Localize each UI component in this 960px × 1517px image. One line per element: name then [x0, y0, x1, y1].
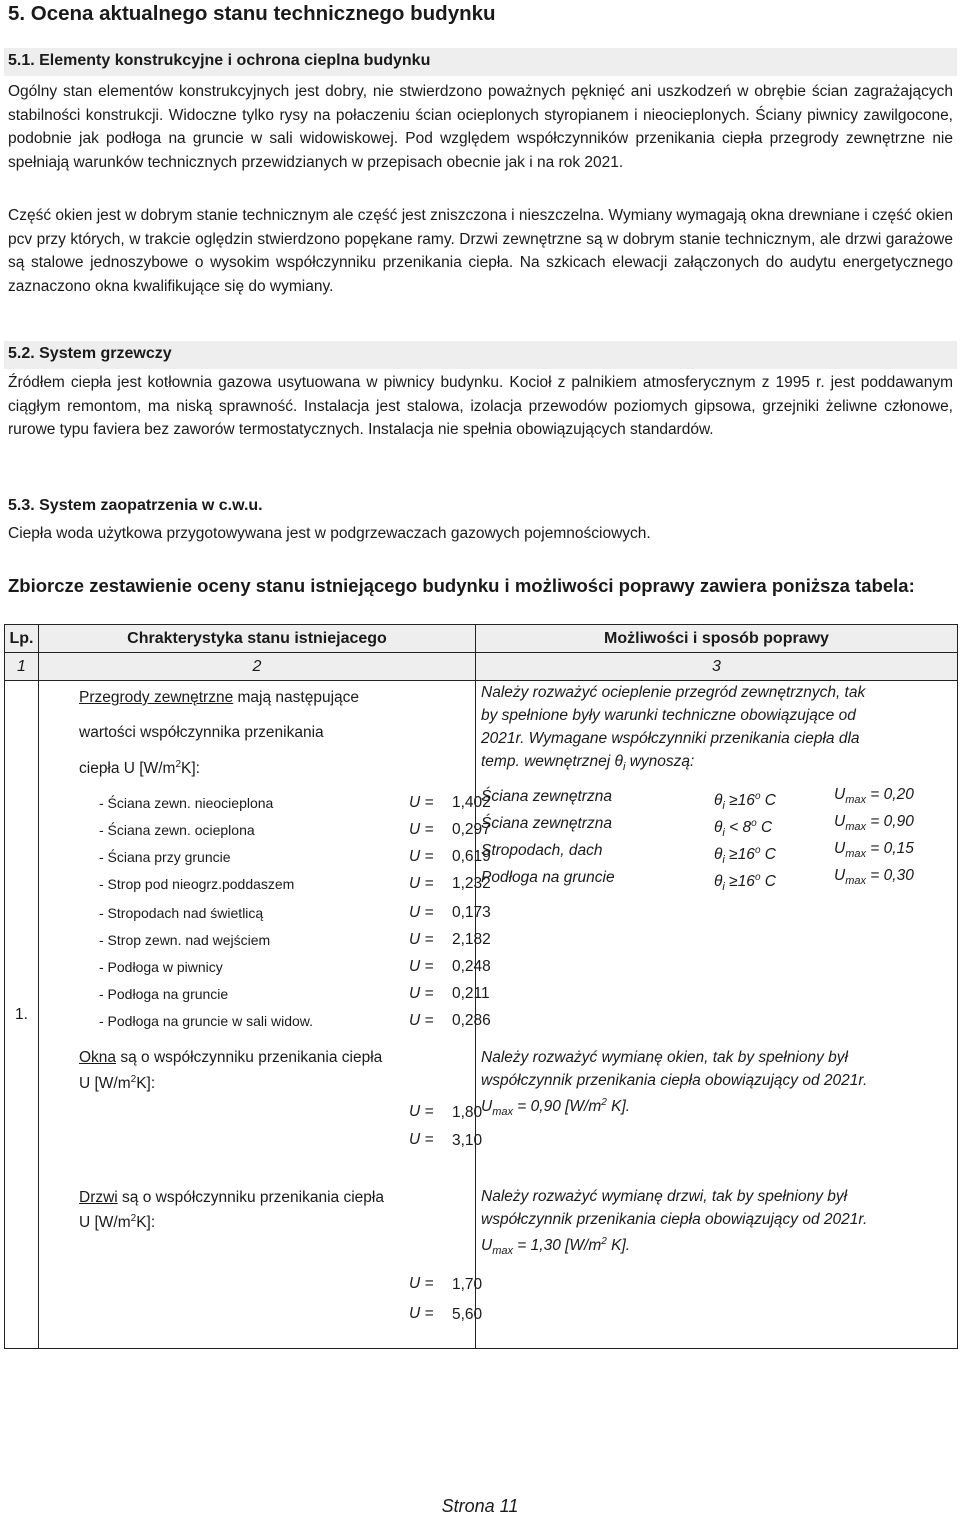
table-row: [5, 1182, 958, 1349]
doors-unit: U $[W/m^2K]$:: [79, 1213, 156, 1231]
window-value: 3,10: [452, 1132, 483, 1149]
paragraph-windows-doors: Część okien jest w dobrym stanie technicznym ale część jest zniszczona i nieszczelna. Wymiany wymagają okna drewniane i część okien pcv przy których, w trakcie oględzin stwierdzono popękane ramy. Drzwi zewnętrzne są w dobrym stanie technicznym, ale drzwi garażowe są stalowe jednoszybowe o wysokim współczynniku przenikania ciepła. Na szkicach elewacji załączonych do audytu energetycznego zaznaczono okna kwalifikujące się do wymiany.: [8, 207, 953, 295]
walls-title: Przegrody zewnętrzne mają następujące: [79, 689, 360, 706]
row-number-cell: [5, 681, 39, 1349]
wall-item-value: 0,248: [452, 958, 491, 975]
paragraph-hot-water: Ciepła woda użytkowa przygotowywana jest w podgrzewaczach gazowych pojemnościowych.: [8, 525, 651, 542]
windows-cell: [39, 1041, 483, 1182]
req-umax: $U_{max} = 0,15$: [834, 840, 914, 860]
walls-unit: ciepła U $[W/m^2K]$:: [79, 759, 200, 777]
wall-item-value: 1,402: [452, 794, 491, 811]
window-u: U =: [409, 1103, 434, 1120]
wall-item-label: - Strop zewn. nad wejściem: [99, 932, 271, 948]
wall-item-value: 1,232: [452, 875, 491, 892]
heading-5-2: 5.2. System grzewczy: [8, 345, 172, 362]
walls-improvement-cell: [476, 681, 958, 1042]
wall-item-value: 0,286: [452, 1012, 491, 1029]
summary-heading: Zbiorcze zestawienie oceny stanu istniejącego budynku i możliwości poprawy zawiera poniższa tabela:: [8, 575, 915, 596]
section-title: 5. Ocena aktualnego stanu technicznego budynku: [8, 2, 496, 25]
wall-item-u: U =: [409, 848, 434, 865]
col-number: 1: [5, 653, 39, 681]
wall-item-label: - Ściana zewn. ocieplona: [99, 822, 255, 838]
wall-item-value: 0,297: [452, 821, 491, 838]
wall-item-u: U =: [409, 875, 434, 892]
evaluation-table: [4, 624, 958, 1349]
wall-item-u: U =: [409, 794, 434, 811]
req-condition: $\theta_i \ge 16^o$ C: [714, 845, 776, 866]
col-number: 2: [39, 653, 476, 681]
windows-improve-line: współczynnik przenikania ciepła obowiązujący od 2021r.: [481, 1072, 868, 1089]
heading-5-3: 5.3. System zaopatrzenia w c.w.u.: [8, 497, 263, 514]
wall-item-value: 0,173: [452, 904, 491, 921]
wall-item-value: 0,211: [452, 985, 490, 1002]
table-row: [5, 681, 958, 1042]
header-characteristic: Chrakterystyka stanu istniejacego: [39, 625, 476, 653]
doors-improve-umax: $U_{max} = 1,30$ [$W/m^2$ K].: [481, 1236, 631, 1257]
req-umax: $U_{max} = 0,90$: [834, 813, 914, 833]
wall-item-u: U =: [409, 904, 434, 921]
wall-item-label: - Podłoga na gruncie: [99, 986, 229, 1002]
wall-item-u: U =: [409, 958, 434, 975]
table-header-row: [5, 625, 958, 653]
req-condition: $\theta_i \ge 16^o$ C: [714, 791, 776, 812]
wall-item-label: - Podłoga na gruncie w sali widow.: [99, 1013, 314, 1029]
req-umax: $U_{max} = 0,30$: [834, 867, 914, 887]
req-condition: $\theta_i < 8^o$ C: [714, 818, 773, 839]
doors-cell: [39, 1182, 483, 1349]
header-lp: Lp.: [5, 625, 39, 653]
wall-item-u: U =: [409, 985, 434, 1002]
paragraph-heating: Źródłem ciepła jest kotłownia gazowa usytuowana w piwnicy budynku. Kocioł z palnikiem atmosferycznym z 1995 r. jest poddawanym ciągłym remontom, ma niską sprawność. Instalacja jest stalowa, izolacja przewodów poziomych gipsowa, grzejniki żeliwne członowe, rurowe typu faviera bez zaworów termostatycznych. Instalacja nie spełnia obowiązujących standardów.: [8, 374, 953, 438]
doors-improve-line: współczynnik przenikania ciepła obowiązujący od 2021r.: [481, 1211, 868, 1228]
req-umax: $U_{max} = 0,20$: [834, 786, 914, 806]
door-u: U =: [409, 1275, 434, 1292]
doors-improve-line: Należy rozważyć wymianę drzwi, tak by spełniony był: [481, 1188, 848, 1205]
windows-improve-line: Należy rozważyć wymianę okien, tak by spełniony był: [481, 1049, 848, 1066]
walls-improve-line: Należy rozważyć ocieplenie przegród zewnętrznych, tak: [481, 684, 866, 701]
req-condition: $\theta_i \ge 16^o$ C: [714, 872, 776, 893]
wall-item-value: 2,182: [452, 931, 491, 948]
windows-unit: U $[W/m^2K]$:: [79, 1074, 156, 1092]
window-value: 1,80: [452, 1104, 483, 1121]
windows-title: Okna są o współczynniku przenikania ciepła: [79, 1049, 383, 1066]
col-number: 3: [476, 653, 958, 681]
walls-improve-line: temp. wewnętrznej $\theta_i$ wynoszą:: [481, 753, 695, 773]
wall-item-u: U =: [409, 1012, 434, 1029]
walls-line2: wartości współczynnika przenikania: [79, 724, 324, 741]
wall-item-label: - Stropodach nad świetlicą: [99, 905, 264, 921]
door-u: U =: [409, 1305, 434, 1322]
door-value: 1,70: [452, 1276, 483, 1293]
header-improvement: Możliwości i sposób poprawy: [476, 625, 958, 653]
doors-improvement-cell: [476, 1182, 958, 1349]
req-name: Stropodach, dach: [481, 842, 603, 859]
walls-improve-line: 2021r. Wymagane współczynniki przenikania ciepła dla: [481, 730, 860, 747]
page-number: Strona 11: [441, 1496, 519, 1516]
wall-item-label: - Strop pod nieogrz.poddaszem: [99, 876, 295, 892]
heading-5-1: 5.1. Elementy konstrukcyjne i ochrona cieplna budynku: [8, 52, 431, 69]
door-value: 5,60: [452, 1306, 483, 1323]
table-number-row: [5, 653, 958, 681]
wall-item-label: - Podłoga w piwnicy: [99, 959, 223, 975]
req-name: Ściana zewnętrzna: [481, 815, 612, 832]
window-u: U =: [409, 1131, 434, 1148]
doors-title: Drzwi są o współczynniku przenikania ciepła: [79, 1189, 384, 1206]
windows-improvement-cell: [476, 1041, 958, 1182]
wall-item-u: U =: [409, 821, 434, 838]
windows-improve-umax: $U_{max} = 0,90$ [$W/m^2$ K].: [481, 1097, 631, 1118]
walls-cell: [39, 681, 491, 1042]
wall-item-value: 0,619: [452, 848, 491, 865]
wall-item-label: - Ściana przy gruncie: [99, 849, 231, 865]
req-name: Ściana zewnętrzna: [481, 788, 612, 805]
paragraph-structure: Ogólny stan elementów konstrukcyjnych jest dobry, nie stwierdzono poważnych pęknięć ani uszkodzeń w obrębie ścian zagrażających stabilności konstrukcji. Widoczne tylko rysy na połaczeniu ścian ocieplonych styropianem i nieocieplonych. Ściany piwnicy zawilgocone, podobnie jak podłoga na gruncie w sali widowiskowej. Pod względem współczynników przenikania ciepła przegrody zewnętrzne nie spełniają warunków technicznych przewidzianych w przepisach obecnie jak i na rok 2021.: [8, 83, 953, 171]
row-number: 1.: [15, 1005, 28, 1023]
walls-improve-line: by spełnione były warunki techniczne obowiązujące od: [481, 707, 856, 724]
wall-item-u: U =: [409, 931, 434, 948]
req-name: Podłoga na gruncie: [481, 869, 615, 886]
table-row: [5, 1041, 958, 1182]
wall-item-label: - Ściana zewn. nieocieplona: [99, 795, 274, 811]
